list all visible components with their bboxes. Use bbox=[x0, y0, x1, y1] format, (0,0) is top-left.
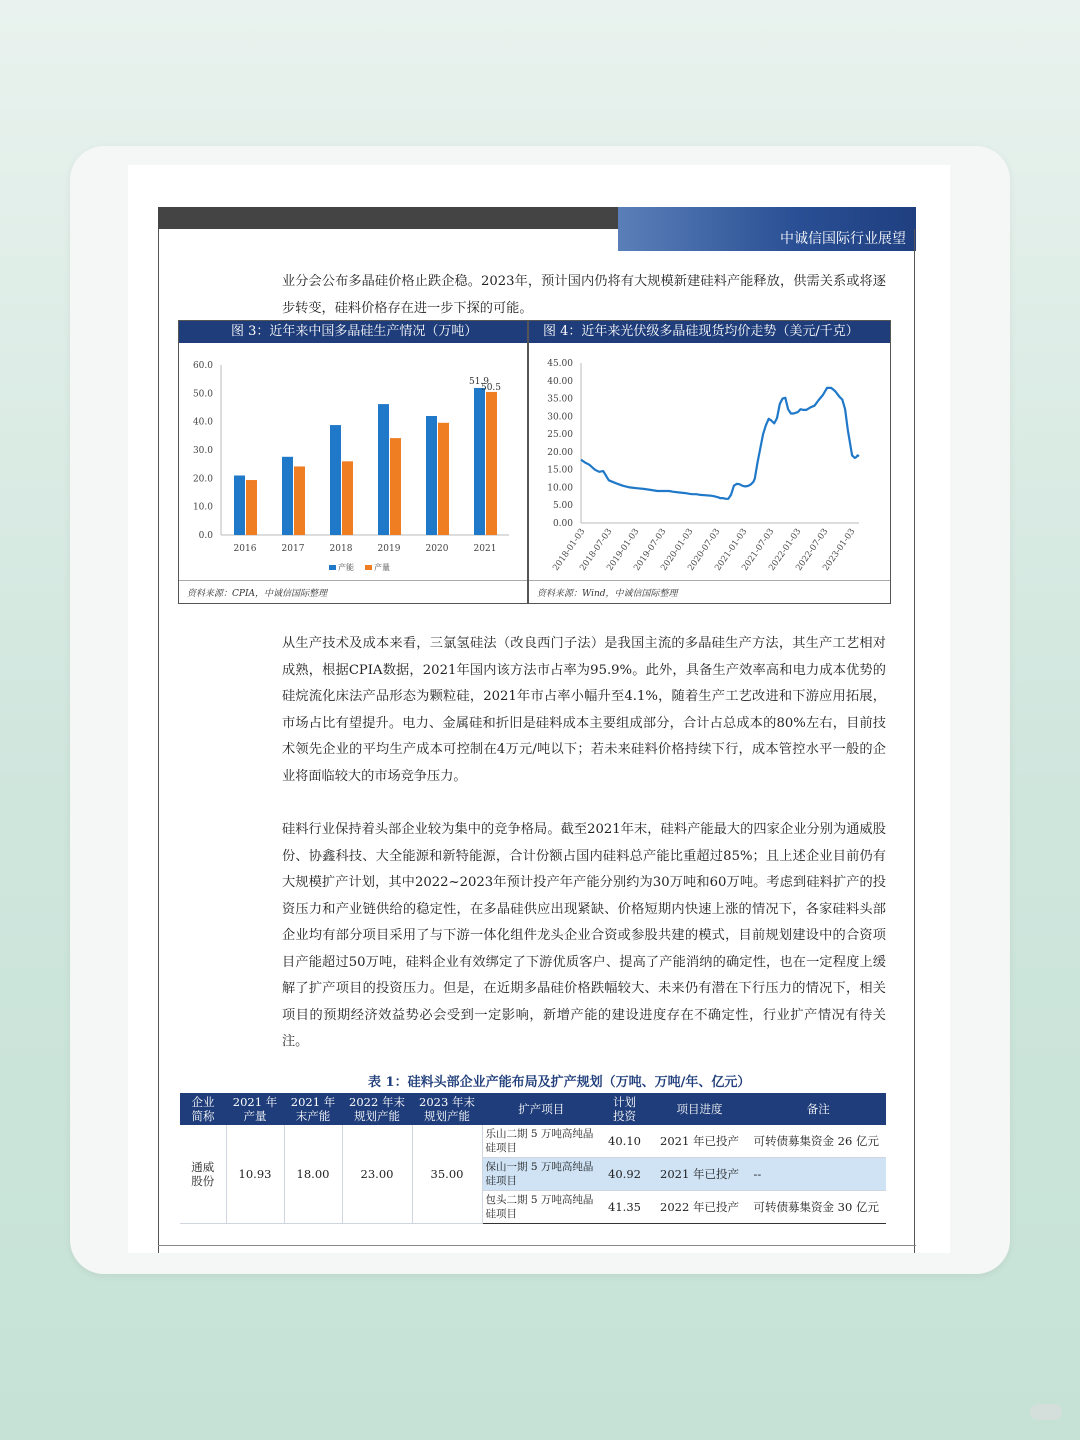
x-tick-label: 2023-01-03 bbox=[821, 526, 858, 573]
bar-output bbox=[294, 466, 305, 535]
figure-4-title: 图 4：近年来光伏级多晶硅现货均价走势（美元/千克） bbox=[529, 321, 890, 343]
x-tick-label: 2018-01-03 bbox=[551, 526, 588, 573]
bar-capacity bbox=[330, 425, 341, 535]
cell-project: 包头二期 5 万吨高纯晶硅项目 bbox=[482, 1191, 601, 1224]
bar-output bbox=[390, 438, 401, 535]
data-label: 51.9 bbox=[468, 376, 490, 387]
x-tick-label: 2018-07-03 bbox=[578, 526, 615, 573]
x-tick-label: 2019-07-03 bbox=[632, 526, 669, 573]
col-company: 企业 简称 bbox=[180, 1093, 226, 1125]
x-tick-label: 2022-07-03 bbox=[794, 526, 831, 573]
x-tick-label: 2022-01-03 bbox=[767, 526, 804, 573]
col-project: 扩产项目 bbox=[482, 1093, 601, 1125]
y-tick-label: 25.00 bbox=[547, 430, 573, 441]
x-tick-label: 2016 bbox=[233, 544, 257, 554]
y-tick-label: 30.0 bbox=[192, 446, 213, 456]
y-tick-label: 20.00 bbox=[547, 447, 573, 458]
x-tick-label: 2021 bbox=[473, 544, 497, 554]
cell-project: 乐山二期 5 万吨高纯晶硅项目 bbox=[482, 1125, 601, 1158]
x-tick-label: 2018 bbox=[329, 544, 353, 554]
y-tick-label: 60.0 bbox=[192, 361, 213, 371]
footer-line bbox=[158, 1245, 916, 1246]
page-right-border bbox=[914, 229, 915, 1253]
figure-4-source: 资料来源：Wind，中诚信国际整理 bbox=[537, 589, 678, 599]
cell-progress: 2021 年已投产 bbox=[649, 1125, 751, 1158]
col-progress: 项目进度 bbox=[649, 1093, 751, 1125]
data-label: 50.5 bbox=[480, 382, 502, 393]
legend-label: 产能 bbox=[338, 563, 354, 572]
x-tick-label: 2020 bbox=[425, 544, 449, 554]
y-tick-label: 40.00 bbox=[547, 376, 573, 387]
figure-3-divider bbox=[179, 580, 527, 581]
legend-swatch bbox=[365, 565, 372, 570]
col-invest: 计划 投资 bbox=[601, 1093, 649, 1125]
figure-4 bbox=[528, 320, 891, 604]
bar-output bbox=[486, 392, 497, 535]
col-capacity-2021: 2021 年 末产能 bbox=[284, 1093, 342, 1125]
document-page bbox=[128, 165, 950, 1253]
cell-capacity-2021: 18.00 bbox=[284, 1125, 342, 1224]
table-row bbox=[180, 1125, 886, 1158]
bar-capacity bbox=[474, 388, 485, 535]
cell-note: 可转债募集资金 26 亿元 bbox=[751, 1125, 887, 1158]
y-tick-label: 40.0 bbox=[192, 417, 213, 428]
x-tick-label: 2021-07-03 bbox=[740, 526, 777, 573]
y-tick-label: 35.00 bbox=[547, 394, 573, 405]
y-tick-label: 15.00 bbox=[547, 465, 573, 476]
y-tick-label: 5.00 bbox=[552, 501, 573, 512]
page-left-border bbox=[158, 229, 159, 1253]
paragraph-competition: 硅料行业保持着头部企业较为集中的竞争格局。截至2021年末，硅料产能最大的四家企业分别为通威股份、协鑫科技、大全能源和新特能源，合计份额占国内硅料总产能比重超过85%；且上述企业目前仍有大规模扩产计划，其中2022~2023年预计投产年产能分别约为30万吨和60万吨。考虑到硅料扩产的投资压力和产业链供给的稳定性，在多晶硅供应出现紧缺、价格短期内快速上涨的情况下，各家硅料头部企业均有部分项目采用了与下游一体化组件龙头企业合资或参股共建的模式，目前规划建设中的合资项目产能超过50万吨，硅料企业有效绑定了下游优质客户、提高了产能消纳的确定性，也在一定程度上缓解了扩产项目的投资压力。但是，在近期多晶硅价格跌幅较大、未来仍有潜在下行压力的情况下，相关项目的预期经济效益势必会受到一定影响，新增产能的建设进度存在不确定性，行业扩产情况有待关注。 bbox=[282, 822, 886, 1049]
cell-progress: 2021 年已投产 bbox=[649, 1158, 751, 1191]
bar-capacity bbox=[282, 457, 293, 535]
y-tick-label: 10.0 bbox=[192, 502, 213, 513]
x-tick-label: 2019-01-03 bbox=[605, 526, 642, 573]
paragraph-intro: 业分会公布多晶硅价格止跌企稳。2023年，预计国内仍将有大规模新建硅料产能释放，供需关系或将逐步转变，硅料价格存在进一步下探的可能。 bbox=[282, 274, 886, 316]
col-plan-2023: 2023 年末 规划产能 bbox=[412, 1093, 482, 1125]
bar-capacity bbox=[426, 416, 437, 535]
col-plan-2022: 2022 年末 规划产能 bbox=[342, 1093, 412, 1125]
bar-output bbox=[438, 423, 449, 535]
y-tick-label: 0.00 bbox=[552, 519, 573, 529]
bar-capacity bbox=[378, 404, 389, 535]
cell-note: 可转债募集资金 30 亿元 bbox=[751, 1191, 887, 1224]
x-tick-label: 2020-07-03 bbox=[686, 526, 723, 573]
x-tick-label: 2017 bbox=[281, 544, 305, 554]
col-note: 备注 bbox=[751, 1093, 887, 1125]
x-tick-label: 2019 bbox=[377, 544, 401, 554]
cell-note: -- bbox=[751, 1158, 887, 1191]
cell-invest: 40.10 bbox=[601, 1125, 649, 1158]
cell-project: 保山一期 5 万吨高纯晶硅项目 bbox=[482, 1158, 601, 1191]
y-tick-label: 30.00 bbox=[547, 412, 573, 423]
y-tick-label: 20.0 bbox=[192, 474, 213, 485]
x-tick-label: 2021-01-03 bbox=[713, 526, 750, 573]
cell-plan-2023: 35.00 bbox=[412, 1125, 482, 1224]
figure-3 bbox=[178, 320, 528, 604]
watermark-badge bbox=[1030, 1404, 1062, 1420]
cell-progress: 2022 年已投产 bbox=[649, 1191, 751, 1224]
cell-plan-2022: 23.00 bbox=[342, 1125, 412, 1224]
y-tick-label: 50.0 bbox=[192, 389, 213, 400]
line-chart bbox=[529, 343, 890, 581]
cell-output-2021: 10.93 bbox=[226, 1125, 284, 1224]
price-line bbox=[581, 388, 859, 499]
y-tick-label: 0.0 bbox=[198, 531, 213, 541]
col-output-2021: 2021 年 产量 bbox=[226, 1093, 284, 1125]
cell-invest: 41.35 bbox=[601, 1191, 649, 1224]
header-title: 中诚信国际行业展望 bbox=[780, 231, 906, 247]
legend-label: 产量 bbox=[374, 563, 390, 572]
cell-invest: 40.92 bbox=[601, 1158, 649, 1191]
bar-output bbox=[246, 480, 257, 535]
bar-chart bbox=[179, 343, 527, 581]
header-banner bbox=[618, 207, 916, 251]
paragraph-technology: 从生产技术及成本来看，三氯氢硅法（改良西门子法）是我国主流的多晶硅生产方法，其生产工艺相对成熟，根据CPIA数据，2021年国内该方法市占率为95.9%。此外，具备生产效率高和电力成本优势的硅烷流化床法产品形态为颗粒硅，2021年市占率小幅升至4.1%，随着生产工艺改进和下游应用拓展，市场占比有望提升。电力、金属硅和折旧是硅料成本主要组成部分，合计占总成本的80%左右，目前技术领先企业的平均生产成本可控制在4万元/吨以下；若未来硅料价格持续下行，成本管控水平一般的企业将面临较大的市场竞争压力。 bbox=[282, 636, 886, 784]
table-header-row bbox=[180, 1093, 886, 1125]
bar-capacity bbox=[234, 476, 245, 536]
figure-3-title: 图 3：近年来中国多晶硅生产情况（万吨） bbox=[179, 321, 527, 343]
figure-3-source: 资料来源：CPIA，中诚信国际整理 bbox=[187, 589, 327, 599]
cell-company: 通威 股份 bbox=[180, 1125, 226, 1224]
legend-swatch bbox=[329, 565, 336, 570]
x-tick-label: 2020-01-03 bbox=[659, 526, 696, 573]
table-caption: 表 1：硅料头部企业产能布局及扩产规划（万吨、万吨/年、亿元） bbox=[368, 1075, 751, 1090]
y-tick-label: 10.00 bbox=[547, 483, 573, 494]
figure-4-divider bbox=[529, 580, 890, 581]
bar-output bbox=[342, 461, 353, 535]
y-tick-label: 45.00 bbox=[547, 359, 573, 369]
capacity-table bbox=[180, 1093, 886, 1224]
